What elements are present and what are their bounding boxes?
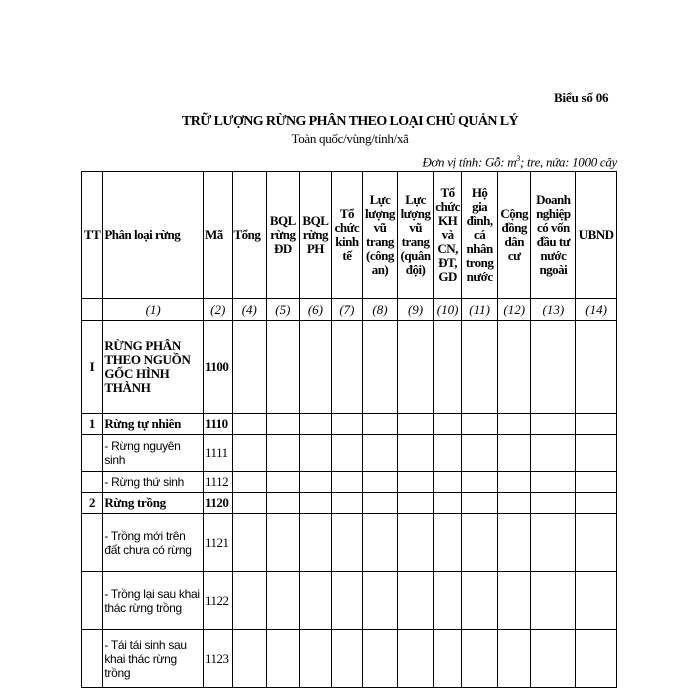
row-code: 1120 [204,493,232,514]
row-code: 1121 [204,514,232,572]
row-code: 1111 [204,435,232,472]
empty-cell [332,414,363,435]
col-header-total: Tổng [232,172,267,299]
empty-cell [531,630,576,688]
row-tt [82,630,103,688]
empty-cell [232,572,267,630]
empty-cell [576,630,617,688]
empty-cell [232,630,267,688]
col-num-10: (10) [433,299,461,321]
row-forest-type: - Trồng lại sau khai thác rừng trồng [103,572,204,630]
form-number: Biểu số 06 [554,90,609,105]
empty-cell [398,472,434,493]
empty-cell [531,472,576,493]
col-num-5: (5) [267,299,300,321]
table-row [82,572,617,630]
empty-cell [267,630,300,688]
empty-cell [433,630,461,688]
empty-cell [232,435,267,472]
empty-cell [332,493,363,514]
empty-cell [232,514,267,572]
empty-cell [497,514,531,572]
empty-cell [497,472,531,493]
empty-cell [362,435,398,472]
row-forest-type: - Rừng nguyên sinh [103,435,204,472]
unit-prefix: Đơn vị tính: Gỗ: m [422,154,517,170]
col-num-12: (12) [497,299,531,321]
row-code: 1110 [204,414,232,435]
empty-cell [433,414,461,435]
col-header-science-org: Tổ chức KH và CN, ĐT, GD [433,172,461,299]
empty-cell [299,493,332,514]
empty-cell [433,472,461,493]
row-forest-type: - Tái tái sinh sau khai thác rừng trồng [103,630,204,688]
empty-cell [362,472,398,493]
empty-cell [462,493,498,514]
empty-cell [576,414,617,435]
empty-cell [462,435,498,472]
row-code: 1112 [204,472,232,493]
empty-cell [332,572,363,630]
empty-cell [531,514,576,572]
empty-cell [232,321,267,414]
empty-cell [267,572,300,630]
col-header-economic-org: Tổ chức kinh tế [332,172,363,299]
empty-cell [398,414,434,435]
empty-cell [299,630,332,688]
empty-cell [362,493,398,514]
row-code: 1123 [204,630,232,688]
empty-cell [531,572,576,630]
empty-cell [267,472,300,493]
unit-note [422,154,617,170]
empty-cell [398,321,434,414]
header-row [82,172,617,299]
col-num-1: (1) [103,299,204,321]
row-tt [82,472,103,493]
row-tt [82,435,103,472]
empty-cell [398,572,434,630]
empty-cell [362,414,398,435]
table-row [82,321,617,414]
empty-cell [462,514,498,572]
empty-cell [462,414,498,435]
empty-cell [433,572,461,630]
col-num-4: (4) [232,299,267,321]
empty-cell [362,321,398,414]
table-row [82,630,617,688]
empty-cell [232,414,267,435]
empty-cell [232,472,267,493]
row-forest-type: - Trồng mới trên đất chưa có rừng [103,514,204,572]
col-header-police: Lực lượng vũ trang (công an) [362,172,398,299]
row-code: 1122 [204,572,232,630]
col-num-11: (11) [462,299,498,321]
empty-cell [531,321,576,414]
table-body [82,321,617,688]
empty-cell [531,493,576,514]
empty-cell [332,435,363,472]
col-header-army: Lực lượng vũ trang (quân đội) [398,172,434,299]
table-row [82,472,617,493]
empty-cell [433,514,461,572]
table-row [82,493,617,514]
row-tt: 2 [82,493,103,514]
empty-cell [433,435,461,472]
empty-cell [299,514,332,572]
empty-cell [462,321,498,414]
table-row [82,514,617,572]
empty-cell [299,321,332,414]
empty-cell [362,572,398,630]
col-header-forest-type: Phân loại rừng [103,172,204,299]
col-num-14: (14) [576,299,617,321]
col-num-2: (2) [204,299,232,321]
table-row [82,435,617,472]
empty-cell [576,435,617,472]
empty-cell [576,572,617,630]
empty-cell [497,414,531,435]
row-tt [82,572,103,630]
empty-cell [576,321,617,414]
empty-cell [433,493,461,514]
empty-cell [267,514,300,572]
col-num-tt [82,299,103,321]
empty-cell [531,435,576,472]
col-header-ubnd: UBND [576,172,617,299]
empty-cell [362,514,398,572]
empty-cell [398,493,434,514]
empty-cell [332,472,363,493]
unit-superscript: 3 [516,154,520,163]
empty-cell [332,630,363,688]
report-subtitle: Toàn quốc/vùng/tỉnh/xã [291,131,409,146]
empty-cell [576,493,617,514]
col-num-9: (9) [398,299,434,321]
empty-cell [362,630,398,688]
row-forest-type: Rừng tự nhiên [103,414,204,435]
empty-cell [462,630,498,688]
row-forest-type: - Rừng thứ sinh [103,472,204,493]
empty-cell [299,435,332,472]
empty-cell [398,435,434,472]
empty-cell [267,435,300,472]
col-header-household: Hộ gia đình, cá nhân trong nước [462,172,498,299]
empty-cell [497,630,531,688]
row-tt: I [82,321,103,414]
row-forest-type: RỪNG PHÂN THEO NGUỒN GỐC HÌNH THÀNH [103,321,204,414]
empty-cell [531,414,576,435]
empty-cell [267,321,300,414]
empty-cell [398,514,434,572]
empty-cell [398,630,434,688]
empty-cell [497,435,531,472]
col-header-community: Cộng đồng dân cư [497,172,531,299]
empty-cell [332,321,363,414]
col-num-13: (13) [531,299,576,321]
empty-cell [232,493,267,514]
row-code: 1100 [204,321,232,414]
empty-cell [267,414,300,435]
empty-cell [576,514,617,572]
column-number-row [82,299,617,321]
table-row [82,414,617,435]
empty-cell [267,493,300,514]
row-forest-type: Rừng trồng [103,493,204,514]
empty-cell [299,472,332,493]
row-tt: 1 [82,414,103,435]
col-header-bql-ph: BQL rừng PH [299,172,332,299]
col-header-bql-dd: BQL rừng ĐD [267,172,300,299]
empty-cell [332,514,363,572]
unit-suffix: ; tre, nứa: 1000 cây [520,154,617,170]
empty-cell [497,572,531,630]
empty-cell [462,472,498,493]
empty-cell [497,321,531,414]
empty-cell [576,472,617,493]
col-num-8: (8) [362,299,398,321]
col-header-tt: TT [82,172,103,299]
empty-cell [299,414,332,435]
empty-cell [299,572,332,630]
col-num-6: (6) [299,299,332,321]
empty-cell [497,493,531,514]
empty-cell [433,321,461,414]
empty-cell [462,572,498,630]
col-num-7: (7) [332,299,363,321]
row-tt [82,514,103,572]
report-title: TRỮ LƯỢNG RỪNG PHÂN THEO LOẠI CHỦ QUẢN LÝ [181,114,519,129]
col-header-code: Mã [204,172,232,299]
forest-reserve-table [81,171,617,688]
col-header-foreign-enterprise: Doanh nghiệp có vốn đầu tư nước ngoài [531,172,576,299]
